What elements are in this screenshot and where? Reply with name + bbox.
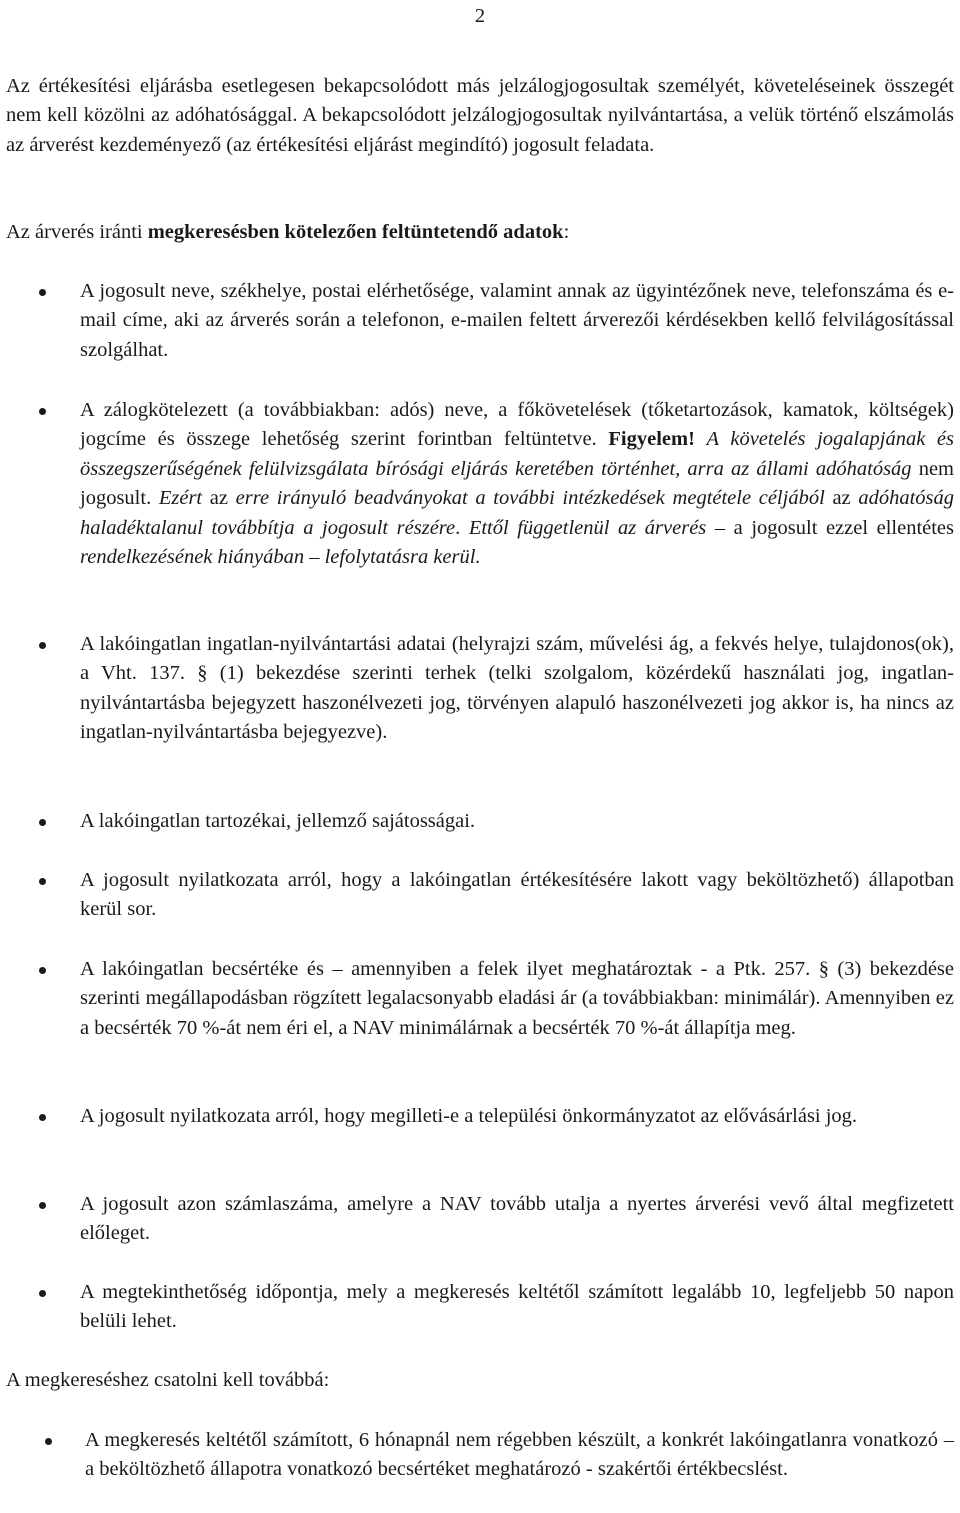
list-item-text: A lakóingatlan becsértéke és – amennyiben a felek ilyet meghatároztak - a Ptk. 257. § (3) bekezdése szerinti megállapodásban rögzített legalacsonyabb eladási ár (a továbbiakban: minimálár). Amennyiben ez a becsérték 70 %-át nem éri el, a NAV minimálárnak a becsérték 70 %-át állapítja meg. <box>80 958 954 1039</box>
bullet-icon <box>39 878 46 885</box>
required-data-list <box>0 866 960 925</box>
bullet-icon <box>39 289 46 296</box>
page-number: 2 <box>474 5 486 27</box>
required-data-list <box>0 955 960 1043</box>
intro-paragraph: Az értékesítési eljárásba esetlegesen bekapcsolódott más jelzálogjogosultak személyét, követeléseinek összegét nem kell közölni az adóhatósággal. A bekapcsolódott jelzálogjogosultak nyilvántartása, a velük történő elszámolás az árverést kezdeményező (az értékesítési eljárást megindító) jogosult feladata. <box>6 75 954 156</box>
required-data-list <box>0 1102 960 1131</box>
bullet-icon <box>39 1114 46 1121</box>
bullet-icon <box>39 819 46 826</box>
list-item <box>0 807 960 836</box>
list-item-text: A jogosult nyilatkozata arról, hogy a lakóingatlan értékesítésére lakott vagy beköltözhető) állapotban kerül sor. <box>80 869 954 921</box>
list-item-text: A megtekinthetőség időpontja, mely a megkeresés keltétől számított legalább 10, legfeljebb 50 napon belüli lehet. <box>80 1281 954 1333</box>
required-data-list <box>0 1190 960 1249</box>
bullet-icon <box>39 967 46 974</box>
list-item <box>0 955 960 1043</box>
attachments-heading: A megkereséshez csatolni kell továbbá: <box>6 1369 330 1391</box>
list-item <box>0 1190 960 1249</box>
required-data-list <box>0 396 960 572</box>
required-data-list <box>0 630 960 748</box>
list-item <box>0 1426 960 1485</box>
list-item <box>0 630 960 748</box>
bullet-icon <box>45 1438 52 1445</box>
heading-bold: megkeresésben kötelezően feltüntetendő adatok <box>147 221 564 243</box>
list-item <box>0 866 960 925</box>
list-item-text: A jogosult azon számlaszáma, amelyre a NAV tovább utalja a nyertes árverési vevő által megfizetett előleget. <box>80 1193 954 1245</box>
list-item <box>0 277 960 365</box>
list-item-text: A lakóingatlan tartozékai, jellemző sajátosságai. <box>80 810 476 832</box>
bullet-icon <box>39 1202 46 1209</box>
attachments-list <box>0 1426 960 1485</box>
bullet-icon <box>39 642 46 649</box>
warning-label: Figyelem! <box>608 428 695 451</box>
heading-prefix: Az árverés iránti <box>6 221 148 243</box>
heading-suffix: : <box>563 221 570 243</box>
list-item <box>0 1278 960 1337</box>
bullet-icon <box>39 1290 46 1297</box>
list-item-text: A jogosult nyilatkozata arról, hogy megilleti-e a települési önkormányzatot az elővásárlási jog. <box>80 1105 858 1127</box>
list-item-text: A megkeresés keltétől számított, 6 hónapnál nem régebben készült, a konkrét lakóingatlanra vonatkozó – a beköltözhető állapotra vonatkozó becsértéket meghatározó - szakértői értékbecslést. <box>85 1429 954 1481</box>
section-heading <box>6 218 954 247</box>
list-item <box>0 396 960 572</box>
bullet-icon <box>39 408 46 415</box>
list-item-text: A zálogkötelezett (a továbbiakban: adós) neve, a főkövetelések (tőketartozások, kamatok, költségek) jogcíme és összege lehetőség szerint forintban feltüntetve. Figyelem! A követelés jogalapjának és összegszerűségének felülvizsgálata bírósági eljárás keretében történhet, arra az állami adóhatóság nem jogosult. Ezért az erre irányuló beadványokat a további intézkedések megtétele céljából az adóhatóság haladéktalanul továbbítja a jogosult részére. Ettől függetlenül az árverés – a jogosult ezzel ellentétes rendelkezésének hiányában – lefolytatásra kerül. <box>80 399 955 569</box>
required-data-list <box>0 1278 960 1337</box>
list-item <box>0 1102 960 1131</box>
list-item-text: A lakóingatlan ingatlan-nyilvántartási adatai (helyrajzi szám, művelési ág, a fekvés helye, tulajdonos(ok), a Vht. 137. § (1) bekezdése szerinti terhek (telki szolgalom, közérdekű használati jog, ingatlan-nyilvántartásba bejegyzett haszonélvezeti jog, törvényen alapuló haszonélvezeti jog akkor is, ha nincs az ingatlan-nyilvántartásba bejegyezve). <box>80 633 954 744</box>
required-data-list <box>0 277 960 365</box>
list-item-text: A jogosult neve, székhelye, postai elérhetősége, valamint annak az ügyintézőnek neve, telefonszáma és e-mail címe, aki az árverés során a telefonon, e-mailen feltett árverezői kérdésekben kellő felvilágosítással szolgálhat. <box>80 280 954 361</box>
required-data-list <box>0 807 960 836</box>
